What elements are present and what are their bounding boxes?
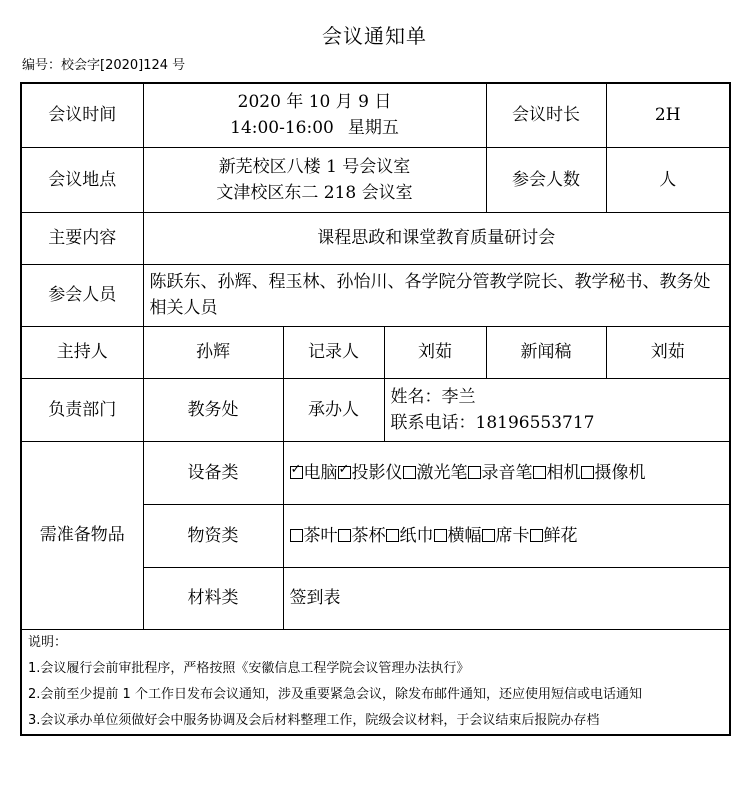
contact-name: 姓名：李兰 [390, 386, 476, 407]
location-line-2: 文津校区东二 218 会议室 [216, 182, 413, 203]
equipment-option[interactable] [403, 463, 468, 483]
news-value: 刘茹 [606, 326, 730, 378]
time-value [143, 83, 486, 147]
equipment-options [283, 441, 730, 504]
materials-option-label: 横幅 [447, 525, 482, 546]
organizer-label: 承办人 [283, 378, 384, 441]
recorder-label: 记录人 [283, 326, 384, 378]
host-label: 主持人 [21, 326, 143, 378]
row-content [21, 212, 730, 264]
materials-option[interactable] [290, 526, 338, 546]
equipment-option-label: 摄像机 [594, 462, 646, 483]
equipment-option-label: 录音笔 [481, 462, 533, 483]
notes-heading: 说明： [28, 634, 68, 650]
materials-option-label: 纸巾 [399, 525, 434, 546]
materials-option-label: 席卡 [495, 525, 530, 546]
contact-phone: 联系电话：18196553717 [390, 412, 595, 433]
materials-option-label: 茶杯 [351, 525, 386, 546]
checkbox-icon[interactable] [468, 466, 481, 479]
checked-box-icon[interactable] [338, 466, 351, 479]
equipment-option[interactable] [468, 463, 533, 483]
meeting-weekday: 星期五 [347, 118, 399, 139]
host-value: 孙辉 [143, 326, 283, 378]
attendees-label: 参会人员 [21, 264, 143, 326]
row-location [21, 147, 730, 212]
equipment-option[interactable] [290, 463, 338, 483]
meeting-hours: 14:00-16:00 [230, 118, 334, 139]
equipment-option-label: 激光笔 [416, 462, 468, 483]
row-notes [21, 629, 730, 735]
documents-label: 材料类 [143, 567, 283, 629]
row-roles [21, 326, 730, 378]
materials-option[interactable] [386, 526, 434, 546]
checkbox-icon[interactable] [533, 466, 546, 479]
location-label: 会议地点 [21, 147, 143, 212]
equipment-option[interactable] [533, 463, 581, 483]
organizer-contact [384, 378, 730, 441]
checkbox-icon[interactable] [386, 529, 399, 542]
attendee-count-label: 参会人数 [486, 147, 606, 212]
checkbox-icon[interactable] [434, 529, 447, 542]
checkbox-icon[interactable] [338, 529, 351, 542]
location-line-1: 新芜校区八楼 1 号会议室 [218, 156, 411, 177]
row-department [21, 378, 730, 441]
equipment-option-label: 电脑 [303, 462, 338, 483]
dept-label: 负责部门 [21, 378, 143, 441]
meeting-hours-line [150, 115, 480, 141]
notes [21, 629, 730, 735]
checkbox-icon[interactable] [403, 466, 416, 479]
dept-value: 教务处 [143, 378, 283, 441]
documents-value: 签到表 [283, 567, 730, 629]
meeting-notice-form [20, 82, 731, 736]
materials-option-label: 鲜花 [543, 525, 578, 546]
note-item: 1.会议履行会前审批程序，严格按照《安徽信息工程学院会议管理办法执行》 [28, 660, 470, 676]
supplies-label: 需准备物品 [21, 441, 143, 629]
content-value: 课程思政和课堂教育质量研讨会 [143, 212, 730, 264]
materials-option[interactable] [434, 526, 482, 546]
note-item: 2.会前至少提前 1 个工作日发布会议通知，涉及重要紧急会议，除发布邮件通知，还应使用短信或电话通知 [28, 686, 642, 702]
equipment-option-label: 相机 [546, 462, 581, 483]
location-value [143, 147, 486, 212]
duration-label: 会议时长 [486, 83, 606, 147]
materials-option-label: 茶叶 [303, 525, 338, 546]
attendees-value: 陈跃东、孙辉、程玉林、孙怡川、各学院分管教学院长、教学秘书、教务处相关人员 [143, 264, 730, 326]
materials-option[interactable] [338, 526, 386, 546]
content-label: 主要内容 [21, 212, 143, 264]
materials-option[interactable] [530, 526, 578, 546]
note-item: 3.会议承办单位须做好会中服务协调及会后材料整理工作，院级会议材料，于会议结束后报院办存档 [28, 712, 600, 728]
recorder-value: 刘茹 [384, 326, 486, 378]
document-number: 编号：校会字[2020]124 号 [22, 58, 186, 73]
checkbox-icon[interactable] [530, 529, 543, 542]
equipment-label: 设备类 [143, 441, 283, 504]
meeting-date: 2020 年 10 月 9 日 [237, 92, 392, 113]
checked-box-icon[interactable] [290, 466, 303, 479]
duration-value: 2H [606, 83, 730, 147]
materials-option[interactable] [482, 526, 530, 546]
attendee-count-value: 人 [606, 147, 730, 212]
page-title: 会议通知单 [322, 24, 427, 48]
news-label: 新闻稿 [486, 326, 606, 378]
checkbox-icon[interactable] [581, 466, 594, 479]
row-equipment [21, 441, 730, 504]
time-label: 会议时间 [21, 83, 143, 147]
equipment-option-label: 投影仪 [351, 462, 403, 483]
materials-options [283, 504, 730, 567]
row-attendees [21, 264, 730, 326]
equipment-option[interactable] [338, 463, 403, 483]
row-time [21, 83, 730, 147]
equipment-option[interactable] [581, 463, 646, 483]
checkbox-icon[interactable] [482, 529, 495, 542]
checkbox-icon[interactable] [290, 529, 303, 542]
materials-label: 物资类 [143, 504, 283, 567]
